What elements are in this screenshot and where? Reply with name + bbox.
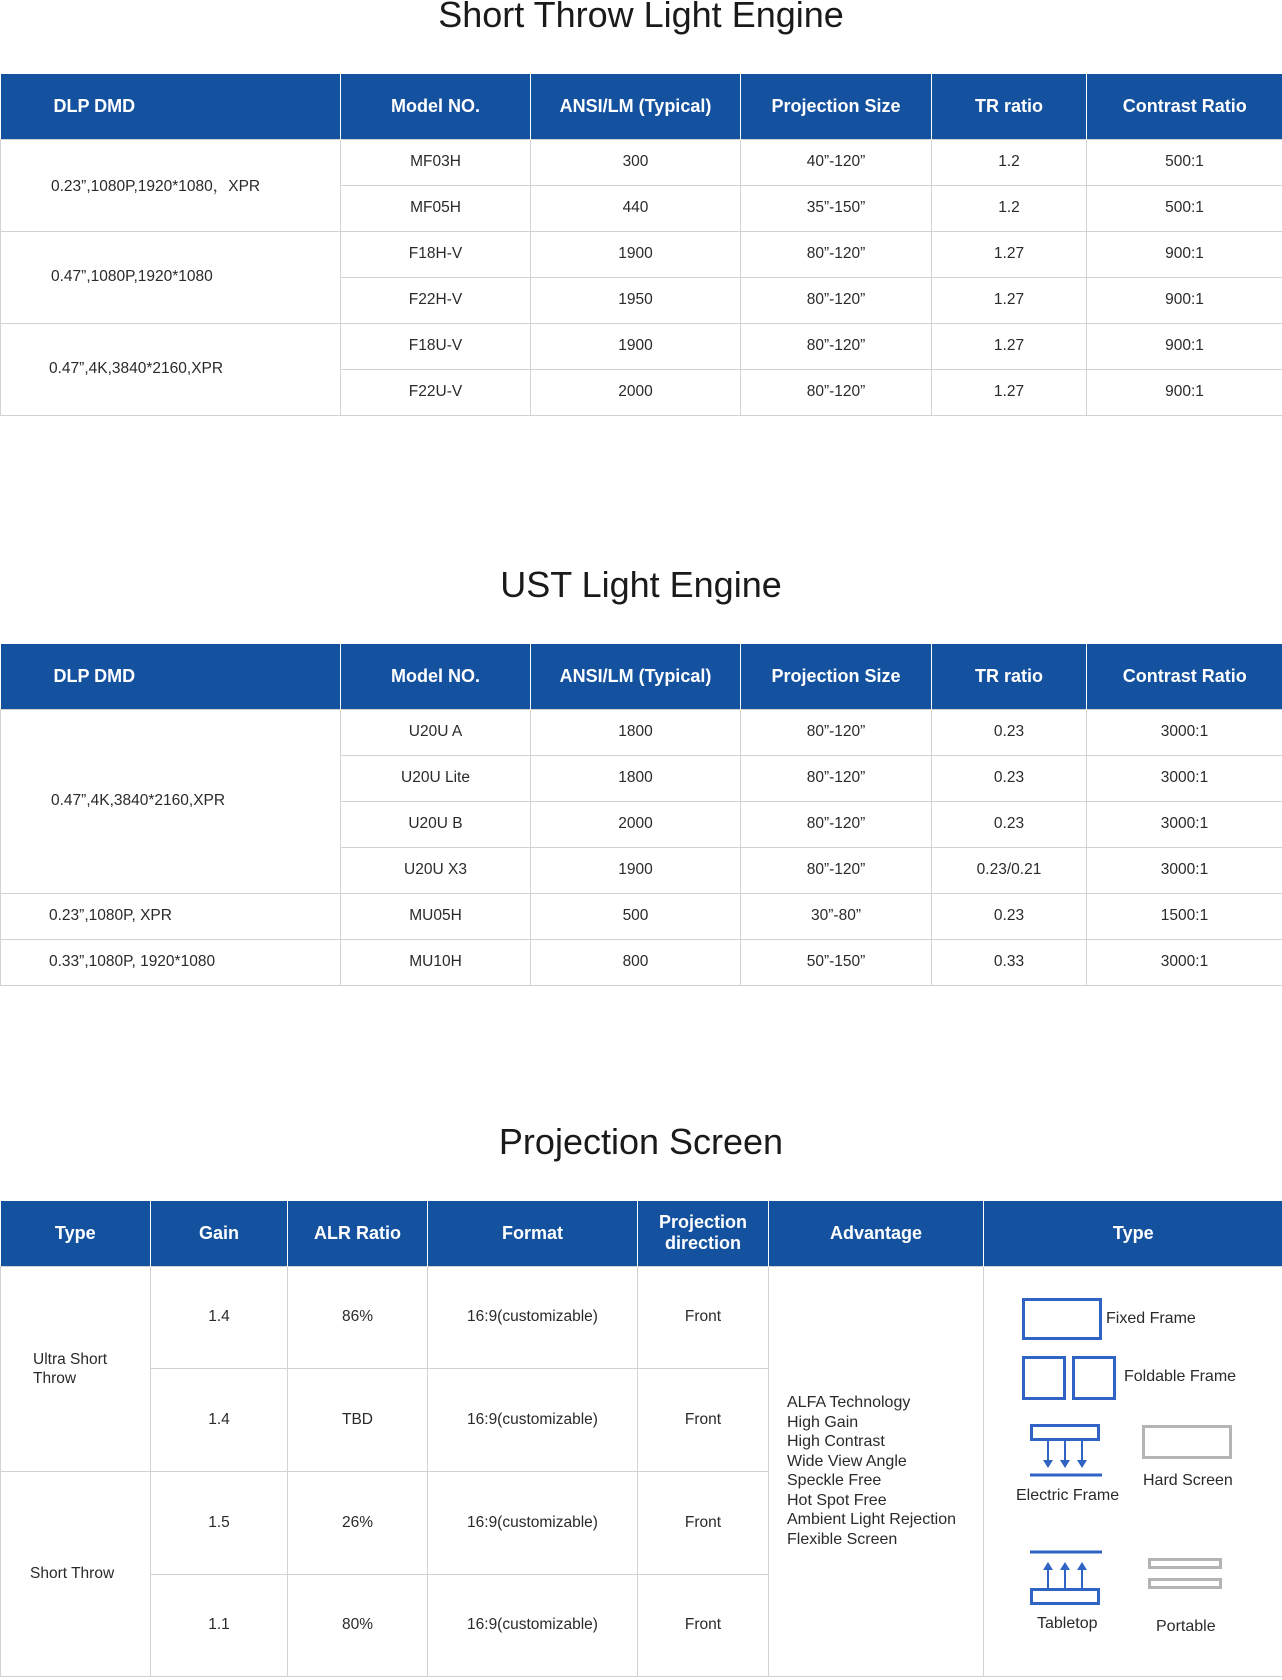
ust-table: [0, 644, 1282, 986]
header-format: Format: [428, 1201, 638, 1266]
ansi-cell: 1800: [531, 709, 741, 755]
advantage-item: High Gain: [787, 1413, 859, 1431]
model-cell: U20U A: [341, 709, 531, 755]
advantage-item: Wide View Angle: [787, 1452, 907, 1470]
tr-cell: 1.2: [932, 139, 1087, 185]
header-dlp-dmd: DLP DMD: [1, 644, 341, 709]
gain-cell: 1.4: [151, 1266, 288, 1368]
contrast-cell: 3000:1: [1087, 755, 1282, 801]
size-cell: 80”-120”: [741, 231, 932, 277]
ansi-cell: 300: [531, 139, 741, 185]
dmd-cell: 0.23”,1080P,1920*1080，XPR: [1, 139, 341, 231]
model-cell: MF03H: [341, 139, 531, 185]
portable-label: Portable: [1156, 1617, 1216, 1635]
size-cell: 80”-120”: [741, 755, 932, 801]
ansi-cell: 1900: [531, 231, 741, 277]
format-cell: 16:9(customizable): [428, 1368, 638, 1471]
ansi-cell: 1900: [531, 847, 741, 893]
size-cell: 40”-120”: [741, 139, 932, 185]
ansi-cell: 440: [531, 185, 741, 231]
header-tr-ratio: TR ratio: [932, 644, 1087, 709]
screen-type-label: Ultra Short Throw: [33, 1350, 108, 1387]
header-type: Type: [1, 1201, 151, 1266]
tr-cell: 1.2: [932, 185, 1087, 231]
size-cell: 80”-120”: [741, 323, 932, 369]
contrast-cell: 3000:1: [1087, 801, 1282, 847]
contrast-cell: 3000:1: [1087, 709, 1282, 755]
foldable-frame-label: Foldable Frame: [1124, 1367, 1237, 1385]
contrast-cell: 500:1: [1087, 139, 1282, 185]
header-gain: Gain: [151, 1201, 288, 1266]
header-projection-size: Projection Size: [741, 74, 932, 139]
projection-screen-title: Projection Screen: [498, 1121, 784, 1162]
ansi-cell: 1800: [531, 755, 741, 801]
tr-cell: 0.23: [932, 801, 1087, 847]
direction-cell: Front: [638, 1471, 769, 1574]
table-row: [1, 709, 1282, 755]
tr-cell: 1.27: [932, 323, 1087, 369]
portable-icon: [1148, 1558, 1224, 1592]
tr-cell: 1.27: [932, 277, 1087, 323]
direction-cell: Front: [638, 1266, 769, 1368]
gain-cell: 1.4: [151, 1368, 288, 1471]
ansi-cell: 2000: [531, 801, 741, 847]
size-cell: 80”-120”: [741, 369, 932, 415]
model-cell: U20U B: [341, 801, 531, 847]
model-cell: MU05H: [341, 893, 531, 939]
table-row: [1, 893, 1282, 939]
header-alr-ratio: ALR Ratio: [288, 1201, 428, 1266]
projection-screen-table: [0, 1201, 1282, 1677]
dmd-cell: 0.23”,1080P, XPR: [1, 893, 341, 939]
fixed-frame-label: Fixed Frame: [1106, 1309, 1196, 1327]
header-tr-ratio: TR ratio: [932, 74, 1087, 139]
header-projection-size: Projection Size: [741, 644, 932, 709]
format-cell: 16:9(customizable): [428, 1266, 638, 1368]
tr-cell: 0.23: [932, 755, 1087, 801]
size-cell: 35”-150”: [741, 185, 932, 231]
contrast-cell: 3000:1: [1087, 939, 1282, 985]
header-contrast-ratio: Contrast Ratio: [1087, 644, 1282, 709]
tr-cell: 0.23: [932, 893, 1087, 939]
short-throw-title: Short Throw Light Engine: [438, 0, 844, 35]
table-row: [1, 1266, 1282, 1368]
size-cell: 80”-120”: [741, 277, 932, 323]
contrast-cell: 900:1: [1087, 277, 1282, 323]
contrast-cell: 900:1: [1087, 231, 1282, 277]
dmd-cell: 0.47”,4K,3840*2160,XPR: [1, 323, 341, 415]
contrast-cell: 1500:1: [1087, 893, 1282, 939]
table-row: [1, 939, 1282, 985]
model-cell: U20U X3: [341, 847, 531, 893]
advantage-item: Ambient Light Rejection: [787, 1511, 956, 1528]
header-frame-type: Type: [984, 1201, 1282, 1266]
model-cell: MU10H: [341, 939, 531, 985]
tabletop-icon: [1030, 1550, 1102, 1606]
model-cell: U20U Lite: [341, 755, 531, 801]
advantage-cell: [769, 1266, 984, 1676]
header-model-no: Model NO.: [341, 644, 531, 709]
tr-cell: 0.23/0.21: [932, 847, 1087, 893]
contrast-cell: 900:1: [1087, 369, 1282, 415]
size-cell: 30”-80”: [741, 893, 932, 939]
contrast-cell: 3000:1: [1087, 847, 1282, 893]
short-throw-table: [0, 74, 1282, 416]
hard-screen-icon: [1142, 1425, 1232, 1459]
foldable-frame-icon: [1022, 1356, 1116, 1400]
tr-cell: 0.33: [932, 939, 1087, 985]
ansi-cell: 800: [531, 939, 741, 985]
model-cell: F18H-V: [341, 231, 531, 277]
size-cell: 80”-120”: [741, 801, 932, 847]
contrast-cell: 900:1: [1087, 323, 1282, 369]
direction-cell: Front: [638, 1574, 769, 1676]
advantage-item: High Contrast: [787, 1433, 885, 1450]
alr-cell: TBD: [288, 1368, 428, 1471]
header-model-no: Model NO.: [341, 74, 531, 139]
ust-title: UST Light Engine: [500, 564, 782, 605]
size-cell: 80”-120”: [741, 709, 932, 755]
dmd-cell: 0.47”,1080P,1920*1080: [1, 231, 341, 323]
ansi-cell: 1950: [531, 277, 741, 323]
gain-cell: 1.5: [151, 1471, 288, 1574]
header-dlp-dmd: DLP DMD: [1, 74, 341, 139]
model-cell: F18U-V: [341, 323, 531, 369]
screen-type-cell: [1, 1266, 151, 1471]
ansi-cell: 500: [531, 893, 741, 939]
hard-screen-label: Hard Screen: [1143, 1471, 1233, 1489]
dmd-cell: 0.33”,1080P, 1920*1080: [1, 939, 341, 985]
alr-cell: 26%: [288, 1471, 428, 1574]
ansi-cell: 2000: [531, 369, 741, 415]
format-cell: 16:9(customizable): [428, 1471, 638, 1574]
tr-cell: 0.23: [932, 709, 1087, 755]
fixed-frame-icon: [1022, 1298, 1102, 1340]
table-row: [1, 139, 1282, 185]
advantage-item: Flexible Screen: [787, 1530, 898, 1548]
advantage-item: Hot Spot Free: [787, 1491, 887, 1509]
contrast-cell: 500:1: [1087, 185, 1282, 231]
electric-frame-label: Electric Frame: [1016, 1486, 1120, 1504]
tabletop-label: Tabletop: [1037, 1614, 1098, 1632]
advantage-item: ALFA Technology: [787, 1394, 911, 1411]
frame-type-cell: [984, 1266, 1282, 1676]
table-row: [1, 323, 1282, 369]
advantage-item: Speckle Free: [787, 1472, 882, 1489]
dmd-cell: 0.47”,4K,3840*2160,XPR: [1, 709, 341, 893]
direction-cell: Front: [638, 1368, 769, 1471]
alr-cell: 86%: [288, 1266, 428, 1368]
model-cell: F22H-V: [341, 277, 531, 323]
ansi-cell: 1900: [531, 323, 741, 369]
tr-cell: 1.27: [932, 231, 1087, 277]
gain-cell: 1.1: [151, 1574, 288, 1676]
size-cell: 80”-120”: [741, 847, 932, 893]
screen-type-cell: Short Throw: [1, 1471, 151, 1676]
header-projection-direction: Projection direction: [638, 1201, 769, 1266]
tr-cell: 1.27: [932, 369, 1087, 415]
electric-frame-icon: [1030, 1424, 1102, 1478]
header-ansi-lm: ANSI/LM (Typical): [531, 74, 741, 139]
alr-cell: 80%: [288, 1574, 428, 1676]
model-cell: F22U-V: [341, 369, 531, 415]
table-row: [1, 231, 1282, 277]
header-advantage: Advantage: [769, 1201, 984, 1266]
model-cell: MF05H: [341, 185, 531, 231]
header-contrast-ratio: Contrast Ratio: [1087, 74, 1282, 139]
header-ansi-lm: ANSI/LM (Typical): [531, 644, 741, 709]
format-cell: 16:9(customizable): [428, 1574, 638, 1676]
size-cell: 50”-150”: [741, 939, 932, 985]
